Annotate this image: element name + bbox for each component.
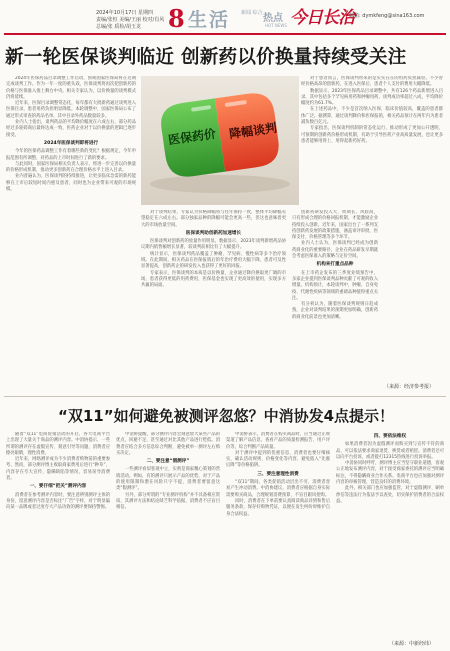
article1-subhead-1: 2024年医保谈判即将进行: [43, 140, 99, 146]
article1-subhead-3: 机构来打重点品种: [316, 262, 354, 268]
article2-column-4: [336, 432, 444, 638]
pill-image: [141, 76, 299, 205]
pill-label-left: 医保药价: [167, 126, 217, 148]
article1-column-1: [6, 76, 136, 381]
article1-source: （来源：经济参考报）: [384, 384, 435, 390]
section-title: 生活: [188, 9, 231, 31]
paragraph: 创新药研发投入大、周期长、风险高，只有形成合理的价格回报机制，才能激励企业持续投入创新。近年来，国家出台了一系列支持创新药发展的政策措施，涵盖审评审批、医保支付、价格管理等多个环节。: [292, 210, 378, 241]
paragraph: 对于测评中提到的优惠信息，消费者也要仔细核实，确认活动规则、价格变化等内容，避免陷入“先涨后降”等价格陷阱。: [226, 450, 330, 469]
paragraph: 对于患者而言，医保谈判带来的是实实在在的用药负担减轻。不少曾经价格高昂的创新药，在进入医保后，患者个人支付的费用大幅降低。: [301, 76, 443, 88]
article1-col1b-paragraphs: [6, 149, 136, 193]
paragraph: 有分析认为，随着医保谈判规则日趋成熟，企业对谈判结果的预期更加明确，创新药的商业化前景也更加清晰。: [292, 302, 378, 320]
article-divider: [4, 396, 446, 397]
newspaper-logo: 今日长治: [290, 8, 354, 28]
paragraph: 统计显示，医保谈判药品覆盖了肿瘤、罕见病、慢性病等多个治疗领域。在此期间，相关药品在医保报销后的年治疗费用大幅下降，患者可及性显著提高，创新药企的研发投入也获得了更好的回报。: [141, 251, 286, 270]
page-number: 8: [168, 4, 185, 33]
paragraph: 一些测评看似客观中立，实则是商家精心策划的营销活动。例如，有的测评只展示产品的优势，对于产品的使用限制和潜在风险只字不提，消费者要留意这类“假测评”。: [116, 467, 220, 492]
pill-illustration: [141, 76, 299, 205]
article2-subhead-2: 二、要注意“假测评”: [146, 459, 190, 465]
header-rule: [4, 33, 446, 35]
paragraph: 此外，相关部门也应加强监管，对于虚假测评、刷单炒信等违法行为依法予以查处，切实保护消费者的合法权益。: [336, 486, 444, 504]
paragraph: 业内普遍认为，医保谈判的持续推进，让更多临床急需的新药能够在上市后较短时间内惠及患者，同时也为企业带来可观的市场规模。: [6, 174, 136, 193]
paragraph: 另外，部分所谓的“专业测评机构”并不具备相应资质，其测评方法和结论缺乏科学依据，消费者不应盲目相信。: [116, 492, 220, 511]
header-date: 2024年10月17日 星期四: [96, 10, 154, 16]
hot-sub-label: HOT NEWS: [265, 23, 287, 28]
header-meta: [96, 10, 164, 31]
paragraph: 近年来，医保目录调整常态化，每年都有大批新药通过谈判进入医保目录，患者用药负担明显降低。本轮调整中，国家医保局公布了通过形式审查的药品名单，其中目录外药品数量较多。: [6, 101, 136, 119]
pill-label-right: 降幅谈判: [228, 120, 278, 142]
article2-col2-paragraphs: [116, 432, 220, 457]
paragraph: 在上市药企发布的三季度业绩预告中，多家企业提到医保谈判品种贡献了可观的收入增量。机构预计，本轮谈判中，肿瘤、自身免疫、代谢性疾病等领域的重磅品种值得重点关注。: [292, 270, 378, 301]
paragraph: 与此同时，国家医保局相关负责人表示，将进一步完善以价换量的价格形成机制，推动更多创新药在合理价格水平上进入目录。: [6, 161, 136, 174]
paragraph: 中消协同时呼吁，测评博主应当坚守职业道德，客观公正地发布测评内容，对于接受商家委托的测评应当明确标注，不得隐瞒商业合作关系。电商平台也应加强对测评内容的审核管理，营造良好的消费环境。: [336, 461, 444, 486]
paragraph: 消费者在参考测评内容时，要注意辨别测评主体的身份，留意测评内容是否标注“广告”字样，对于明显偏向某一品牌或者过度夸大产品功效的测评要保持警惕。: [6, 492, 110, 511]
article1-column-4: [301, 76, 443, 378]
paragraph: 2024年医保药品目录调整工作启动，预期国家医保局将在近期完成谈判工作。作为一年一度的重头戏，医保谈判将再次把创新药的价格与医保准入推上舞台中央。相关专家认为，以价换量的谈判模式仍将延续。: [6, 76, 136, 100]
article2-col3-paragraphs: [226, 432, 330, 470]
paragraph: 业内人士认为，医保谈判已经成为创新药商业化的重要路径，企业在药品研发早期就会考虑医保准入的策略与定价空间。: [292, 241, 378, 260]
article1-col2b-paragraphs: [141, 239, 286, 289]
article2-col3b-paragraphs: [226, 480, 330, 518]
paragraph: 数据显示，2023年医保药品目录调整中，共有126个药品新增进入目录，其中包括多个罕见病用药和肿瘤用药，谈判成功率超过八成，平均降价幅度约为61.7%。: [301, 88, 443, 107]
page-header: [0, 0, 450, 38]
article2-col2b-paragraphs: [116, 467, 220, 511]
paragraph: 医保谈判对创新药的放量作用明显。数据显示，2023年谈判新增药品协议期内销售额增长显著，较谈判前相比有了大幅提升。: [141, 239, 286, 251]
article2-col1-paragraphs: [6, 432, 110, 482]
paragraph: “双11”期间，各类促销活动层出不穷，消费者容易产生冲动消费。中消协建议，消费者应根据自身实际需要购买商品，合理规划消费预算，不盲目跟风抢购。: [226, 480, 330, 498]
article1-col2-paragraphs: [141, 210, 286, 229]
header-email: 邮箱: dymkfeng@sina163.com: [349, 13, 425, 19]
section-subtitle: 新闻 综合: [241, 10, 263, 16]
article2-column-2: [116, 432, 220, 644]
main-headline: 新一轮医保谈判临近 创新药以价换量持续受关注: [5, 47, 407, 68]
paragraph: 如果消费者因为虚假测评而购买到与宣传不符的商品，可以依法要求商家退货、换货或者赔偿。消费者还可以向平台投诉，或者拨打12315热线进行投诉举报。: [336, 442, 444, 460]
article1-col1-paragraphs: [6, 76, 136, 139]
paragraph: 对于谈判结果，专家认为价格降幅将与往年保持一致，整体平均降幅有望稳定在六成左右。部分独家品种的降幅可能会更高一些，但这也意味着更大的市场放量空间。: [141, 210, 286, 228]
article1-subhead-2: 医保谈判助创新药加速增长: [185, 230, 242, 236]
article1-col4-paragraphs: [301, 76, 443, 145]
article2-subhead-1: 一、要仔细“把关”测评内容: [29, 484, 87, 490]
article2-column-1: [6, 432, 110, 644]
paragraph: 专家指出，医保谈判机制的常态化运行，推动形成了更加公开透明、可预期的创新药价格形成机制，有助于引导医药产业高质量发展，也让更多患者能够用得上、用得起新药好药。: [301, 126, 443, 144]
header-contact: 总编/张 质检/胡玉龙: [96, 24, 141, 30]
paragraph: 随着“双11”电商促销活动的开启，各大电商平台上出现了大量关于商品的测评内容。中消协提示，一些所谓的测评存在虚假宣传、刻意引导等问题，消费者应擦亮眼睛，理性消费。: [6, 432, 110, 456]
paragraph: 在上述药品中，不少是首次纳入医保，临床价值较高，覆盖的患者群体广泛。据测算，通过谈判降价和医保报销，相关药品预计在两年内为患者减负数百亿元。: [301, 107, 443, 126]
article2-subhead-3: 三、要注意理性消费: [257, 471, 299, 477]
paragraph: 业内人士指出，谈判药品的平均降价幅度在六成左右，部分药品经过多轮磋商后最终达成一致，医药企业对于以价换量的逻辑已逐步接受。: [6, 120, 136, 138]
article2-col1b-paragraphs: [6, 493, 110, 512]
paragraph: 中消协提醒，部分测评内容会刻意放大某些产品的优点，回避不足，甚至通过对比其他产品进行贬低。消费者应结合多方信息综合判断，避免被单一测评左右购买决定。: [116, 432, 220, 456]
second-headline: “双11”如何避免被测评忽悠？中消协发4点提示！: [57, 407, 395, 425]
paragraph: 中消协表示，消费者在购买商品时，应当通过正规渠道了解产品信息，查看产品的质量检测报告、用户评价等，综合判断产品质量。: [226, 432, 330, 450]
article2-column-3: [226, 432, 330, 644]
header-editors: 责编/张恒 美编/王丽 校对/肖风: [96, 17, 165, 23]
paragraph: 同时，消费者在下单前要认真阅读商品详情和售后服务条款，保存好购物凭证，以便在发生纠纷时维护自身合法权益。: [226, 498, 330, 517]
paragraph: 专家表示，医保谈判的本质是以价换量，企业通过降价换取更广阔的市场，患者获得更低的用药费用，医保基金也实现了更高效的使用，实现多方共赢的局面。: [141, 270, 286, 289]
hot-label: 热点: [263, 13, 283, 24]
article1-column-2: [141, 210, 286, 381]
article2-col4-paragraphs: [336, 442, 444, 505]
paragraph: 今年的医保药品调整工作有着哪些新的变化？根据规定，今年申报范围有所调整，对药品的上市时间进行了新的要求。: [6, 149, 136, 161]
article2-source: （来源：中新经纬）: [389, 641, 435, 647]
paragraph: 近年来，网络测评成为不少消费者购物前的重要参考。然而，部分测评博主收取商家费用后进行“种草”，内容存在夸大宣传、隐瞒缺陷等情况，容易误导消费者。: [6, 457, 110, 482]
article2-subhead-4: 四、要依法维权: [373, 434, 407, 439]
